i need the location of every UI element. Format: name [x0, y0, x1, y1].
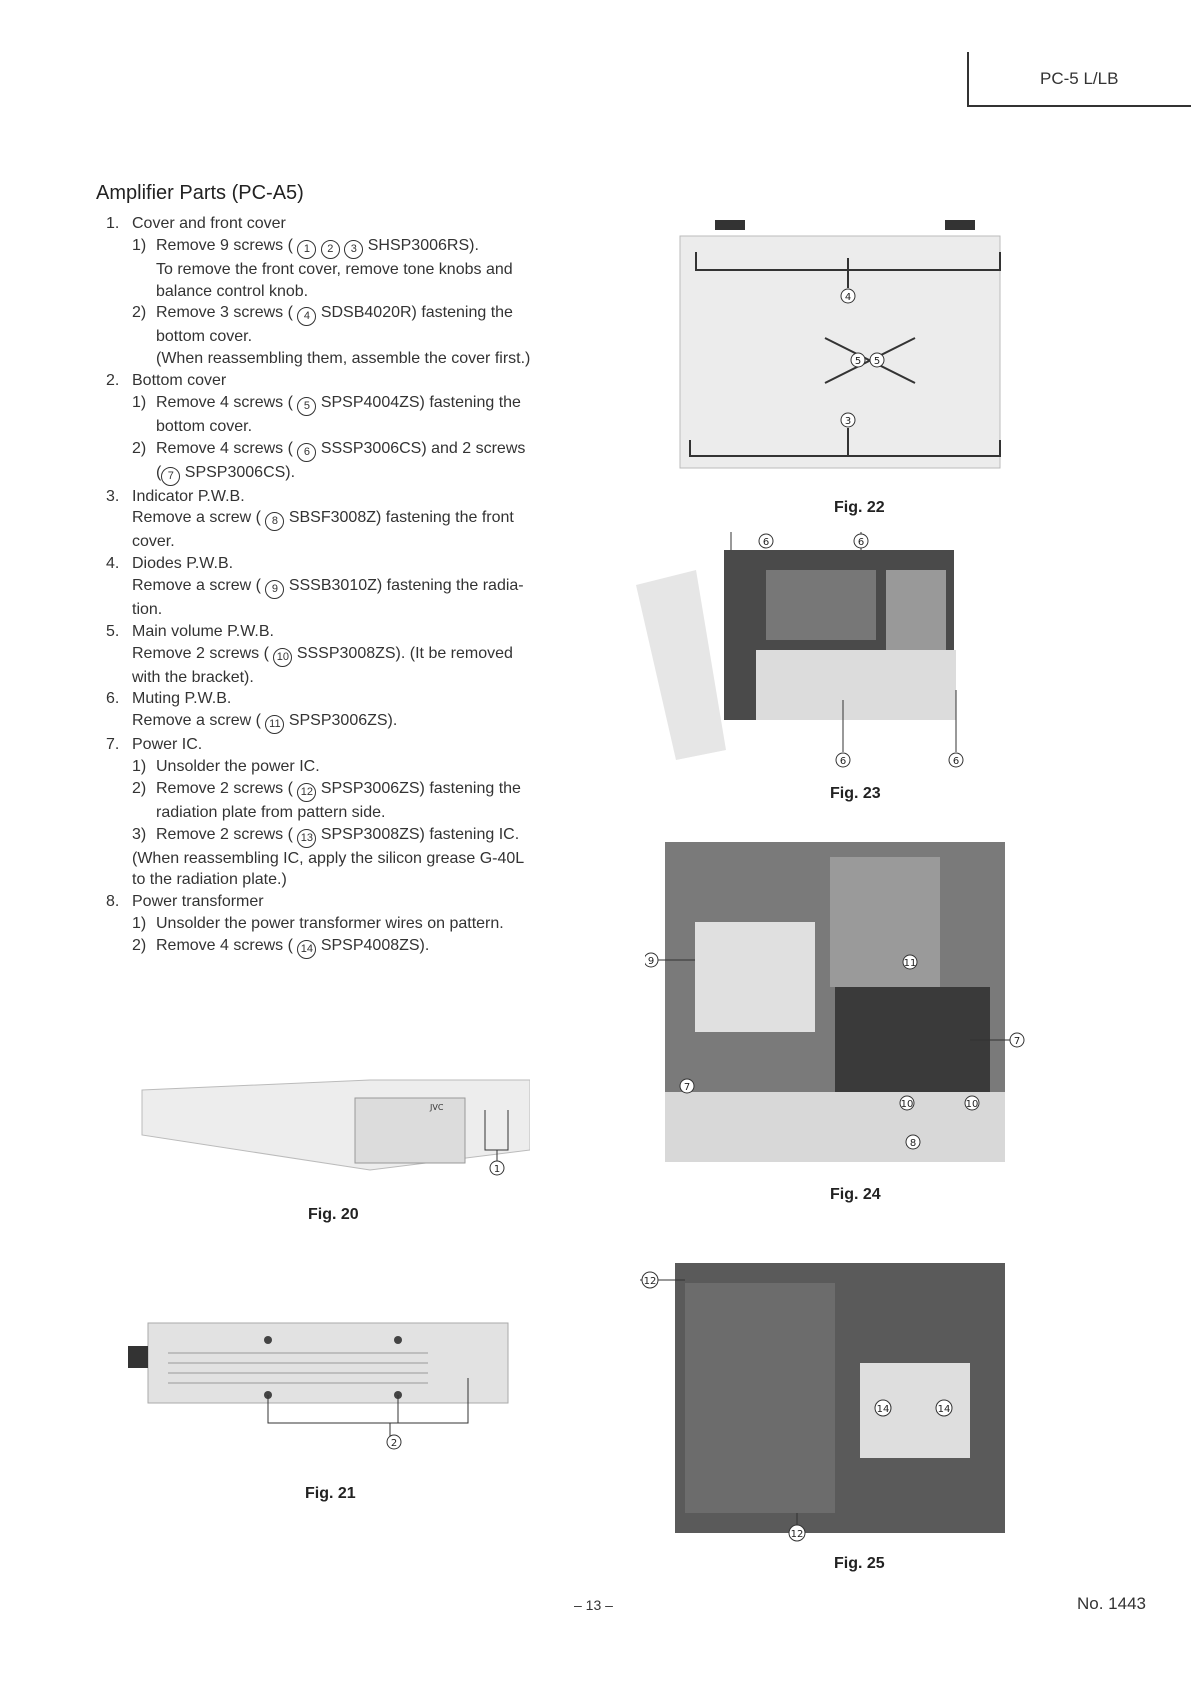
- fig25-caption: Fig. 25: [834, 1555, 885, 1572]
- text-line: bottom cover.: [156, 417, 253, 435]
- fig23-caption: Fig. 23: [830, 785, 881, 802]
- disassembly-instructions: [100, 213, 580, 959]
- fig24-internals-photo: [645, 832, 1030, 1170]
- callout-circle: 2: [321, 240, 340, 259]
- fig23-callout-6a: 6: [762, 537, 770, 548]
- header-rule-vertical: [967, 52, 969, 106]
- step-2: 2. Bottom cover: [106, 371, 227, 389]
- fig24-callout-8: 8: [909, 1138, 917, 1149]
- text-line: tion.: [132, 600, 163, 618]
- fig21-callout-2: 2: [390, 1438, 398, 1449]
- fig25-callout-12a: 12: [643, 1276, 657, 1287]
- step-8: 8. Power transformer: [106, 893, 264, 911]
- callout-circle: 14: [297, 940, 316, 959]
- fig25-callout-14b: 14: [937, 1404, 951, 1415]
- callout-circle: 12: [297, 783, 316, 802]
- text-line: To remove the front cover, remove tone knobs and: [156, 260, 513, 278]
- step-6: 6. Muting P.W.B.: [106, 690, 232, 708]
- fig22-caption: Fig. 22: [834, 499, 885, 516]
- fig22-callout-5a: 5: [854, 356, 862, 367]
- text-line: bottom cover.: [156, 328, 253, 346]
- fig25-callout-12b: 12: [790, 1529, 804, 1540]
- text-line: Remove 2 screws ( 10 SSSP3008ZS). (It be removed: [100, 643, 580, 667]
- fig20-caption: Fig. 20: [308, 1206, 359, 1223]
- step-1: 1. Cover and front cover: [106, 215, 286, 232]
- callout-circle: 7: [161, 467, 180, 486]
- fig23-callout-6c: 6: [839, 756, 847, 767]
- callout-circle: 6: [297, 443, 316, 462]
- text-line: balance control knob.: [156, 282, 309, 300]
- callout-circle: 4: [297, 307, 316, 326]
- step-1-1: 1) Remove 9 screws ( 1 2 3 SHSP3006RS).: [100, 235, 580, 259]
- fig22-bottom-cover-photo: [660, 218, 1020, 490]
- text-line: ( 7 SPSP3006CS).: [100, 462, 580, 486]
- fig24-caption: Fig. 24: [830, 1186, 881, 1203]
- fig24-callout-10a: 10: [900, 1099, 914, 1110]
- section-title: Amplifier Parts (PC-A5): [96, 182, 304, 204]
- jvc-logo: JVC: [430, 1103, 444, 1112]
- callout-circle: 11: [265, 715, 284, 734]
- text-line: Remove a screw ( 9 SSSB3010Z) fastening the radia-: [100, 575, 580, 599]
- fig24-callout-9: 9: [647, 956, 655, 967]
- fig24-callout-11: 11: [903, 958, 917, 969]
- step-7-3: 3) Remove 2 screws ( 13 SPSP3008ZS) fastening IC.: [100, 824, 580, 848]
- fig23-callout-6d: 6: [952, 756, 960, 767]
- step-5: 5. Main volume P.W.B.: [106, 622, 274, 640]
- step-8-2: 2) Remove 4 screws ( 14 SPSP4008ZS).: [100, 935, 580, 959]
- fig25-pcb-photo: [640, 1253, 1040, 1543]
- document-number: No. 1443: [1077, 1594, 1146, 1613]
- step-7: 7. Power IC.: [106, 736, 203, 754]
- step-1-2: 2) Remove 3 screws ( 4 SDSB4020R) fastening the: [100, 302, 580, 326]
- text-line: cover.: [132, 533, 175, 551]
- fig24-callout-7b: 7: [683, 1082, 691, 1093]
- fig25-callout-14a: 14: [876, 1404, 890, 1415]
- step-7-1: 1) Unsolder the power IC.: [132, 757, 320, 775]
- header-rule-horizontal: [967, 105, 1191, 107]
- fig22-callout-3: 3: [844, 416, 852, 427]
- fig24-callout-10b: 10: [965, 1099, 979, 1110]
- fig21-caption: Fig. 21: [305, 1485, 356, 1502]
- fig24-callout-7a: 7: [1013, 1036, 1021, 1047]
- fig23-callout-6b: 6: [857, 537, 865, 548]
- callout-circle: 5: [297, 397, 316, 416]
- text-line: Remove a screw ( 11 SPSP3006ZS).: [100, 710, 580, 734]
- text-line: (When reassembling them, assemble the cover first.): [156, 350, 531, 368]
- text-line: radiation plate from pattern side.: [156, 803, 386, 821]
- step-8-1: 1) Unsolder the power transformer wires on pattern.: [132, 914, 504, 932]
- page-number: – 13 –: [574, 1597, 613, 1613]
- step-4: 4. Diodes P.W.B.: [106, 555, 234, 573]
- fig20-front-view-photo: [140, 1040, 530, 1180]
- fig22-callout-5b: 5: [873, 356, 881, 367]
- fig22-callout-4: 4: [844, 292, 852, 303]
- text-line: (When reassembling IC, apply the silicon grease G-40L: [132, 849, 525, 867]
- callout-circle: 10: [273, 648, 292, 667]
- fig23-chassis-photo: [636, 530, 1036, 770]
- callout-circle: 1: [297, 240, 316, 259]
- text-line: to the radiation plate.): [132, 871, 287, 889]
- text-line: with the bracket).: [132, 668, 254, 686]
- fig20-callout-1: 1: [493, 1164, 501, 1175]
- step-3: 3. Indicator P.W.B.: [106, 487, 245, 505]
- callout-circle: 9: [265, 580, 284, 599]
- model-number: PC-5 L/LB: [1040, 69, 1119, 88]
- callout-circle: 8: [265, 512, 284, 531]
- fig21-side-view-photo: [128, 1318, 528, 1452]
- step-7-2: 2) Remove 2 screws ( 12 SPSP3006ZS) fastening the: [100, 778, 580, 802]
- step-2-1: 1) Remove 4 screws ( 5 SPSP4004ZS) fastening the: [100, 392, 580, 416]
- text-line: Remove a screw ( 8 SBSF3008Z) fastening the front: [100, 507, 580, 531]
- callout-circle: 13: [297, 829, 316, 848]
- step-2-2: 2) Remove 4 screws ( 6 SSSP3006CS) and 2 screws: [100, 438, 580, 462]
- callout-circle: 3: [344, 240, 363, 259]
